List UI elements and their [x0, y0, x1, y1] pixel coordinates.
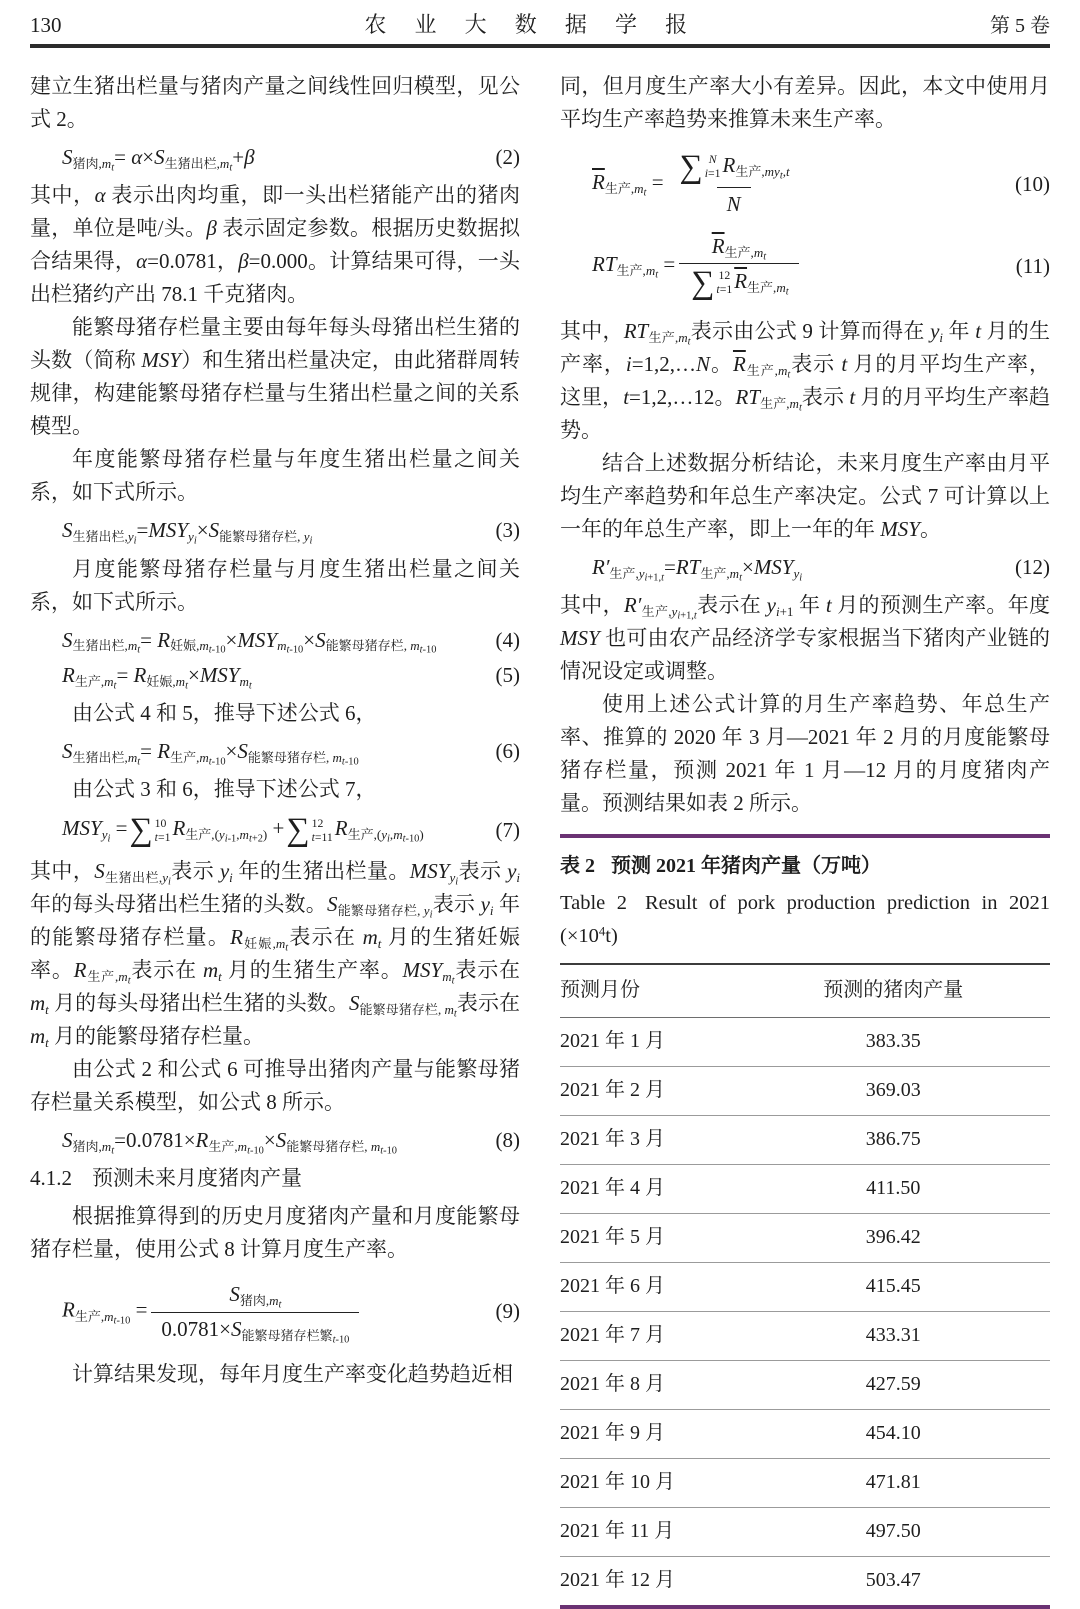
paragraph: 由公式 3 和 6，推导下述公式 7，: [72, 777, 377, 802]
paragraph: 月度能繁母猪存栏量与月度生猪出栏量之间关系，如下式所示。: [30, 556, 520, 614]
equation-11: [560, 233, 1050, 300]
table-caption-en-sup: 4: [598, 924, 606, 939]
table-caption-en-unit: t): [605, 924, 618, 947]
equation-body: $R'_{生产,y_{i+1,t}}=RT_{生产,m_t}\times MSY_{y_i}$: [592, 554, 803, 584]
equation-body: $RT_{生产,m_t}$ = $\overline{R}_{生产,m_t}$ ∑ 12 t=1 $\overline{R}_{生产,m_t}$: [560, 233, 1004, 300]
table-row: [560, 1262, 1050, 1311]
section-heading: [30, 1162, 520, 1195]
equation-number: (4): [495, 627, 520, 652]
pork-production-value: 411.50: [736, 1164, 1050, 1213]
page-number: 130: [30, 13, 62, 37]
pork-production-value: 471.81: [736, 1458, 1050, 1507]
equation-9: [30, 1281, 520, 1346]
equation-7: [30, 814, 520, 847]
paragraph: 根据推算得到的历史月度猪肉产量和月度能繁母猪存栏量，使用公式 8 计算月度生产率。: [30, 1204, 520, 1262]
table-caption-zh-label: 表 2: [560, 854, 595, 877]
pork-production-value: 427.59: [736, 1360, 1050, 1409]
paragraph: 其中，$R'_{生产,y_{i+1,t}}$表示在 $y_{i+1}$ 年 t 月的预测生产率。年度 MSY 也可由农产品经济学专家根据当下猪肉产业链的情况设定或调整。: [560, 592, 1050, 683]
table-body: [560, 1017, 1050, 1605]
equation-body: $\overline{R}_{生产,m_t}$ = ∑ N i=1 $R_{生产,my_t,t}$ N: [560, 151, 1004, 218]
paragraph: 计算结果发现，每年月度生产率变化趋势趋近相: [72, 1361, 513, 1386]
table-row: [560, 1066, 1050, 1115]
paragraph: 其中，$RT_{生产,m_t}$表示由公式 9 计算而得在 $y_i$ 年 t 月的生产率，i=1,2,…N。$\overline{R}_{生产,m_t}$表示 t 月的月平均生产率，这里，t=1,2,…12。$RT_{生产,m_t}$表示 t 月的月平均生产率趋势。: [560, 318, 1051, 442]
paragraph: 同，但月度生产率大小有差异。因此，本文中使用月平均生产率趋势来推算未来生产率。: [560, 74, 1050, 131]
equation-5: [30, 662, 520, 692]
journal-title: 农 业 大 数 据 学 报: [364, 12, 699, 37]
paragraph: 由公式 2 和公式 6 可推导出猪肉产量与能繁母猪存栏量关系模型，如公式 8 所示。: [30, 1057, 520, 1115]
forecast-month: 2021 年 12 月: [560, 1556, 736, 1605]
pork-production-value: 386.75: [736, 1115, 1050, 1164]
equation-number: (11): [1015, 253, 1050, 278]
table-row: [560, 1311, 1050, 1360]
pork-production-value: 454.10: [736, 1409, 1050, 1458]
header-rule: [30, 44, 1050, 48]
paragraph: 使用上述公式计算的月生产率趋势、年总生产率、推算的 2020 年 3 月—2021 年 2 月的月度能繁母猪存栏量，预测 2021 年 1 月—12 月的月度猪肉产量。预测结果如表 2 所示。: [560, 691, 1050, 815]
column-left: [30, 70, 520, 1609]
equation-3: [30, 517, 520, 547]
table-row: [560, 1360, 1050, 1409]
paragraph: 其中，$S_{生猪出栏,y_i}$表示 $y_i$ 年的生猪出栏量。$MSY_{y_i}$表示 $y_i$ 年的每头母猪出栏生猪的头数。$S_{能繁母猪存栏, y_i}$表示 $y_i$ 年的能繁母猪存栏量。$R_{妊娠,m_t}$表示在 $m_t$ 月的生猪妊娠率。$R_{生产,m_t}$表示在 $m_t$ 月的生猪生产率。$MSY_{m_t}$表示在 $m_t$ 月的每头母猪出栏生猪的头数。$S_{能繁母猪存栏, m_t}$表示在 $m_t$ 月的能繁母猪存栏量。: [30, 859, 521, 1050]
table-2-block: [560, 834, 1050, 1609]
equation-number: (5): [495, 662, 520, 687]
column-header-month: 预测月份: [560, 964, 736, 1018]
equation-8: [30, 1127, 520, 1157]
equation-number: (9): [495, 1299, 520, 1324]
column-header-production: 预测的猪肉产量: [736, 964, 1050, 1018]
equation-body: $R_{生产,m_t}= R_{妊娠,m_t}\times MSY_{m_t}$: [62, 662, 252, 692]
equation-body: $S_{猪肉,m_t}= \alpha\times S_{生猪出栏,m_t}+\beta$: [62, 145, 255, 174]
forecast-month: 2021 年 5 月: [560, 1213, 736, 1262]
table-header-row: [560, 964, 1050, 1018]
table-row: [560, 1164, 1050, 1213]
forecast-month: 2021 年 7 月: [560, 1311, 736, 1360]
column-right: [560, 70, 1050, 1609]
paragraph: 能繁母猪存栏量主要由每年每头母猪出栏生猪的头数（简称 MSY）和生猪出栏量决定，由此猪群周转规律，构建能繁母猪存栏量与生猪出栏量之间的关系模型。: [30, 315, 521, 439]
pork-production-value: 383.35: [865, 1029, 921, 1052]
two-column-body: [30, 70, 1050, 1609]
table-caption-en: [560, 887, 1050, 953]
table-row: [560, 1507, 1050, 1556]
forecast-month: 2021 年 3 月: [560, 1115, 736, 1164]
equation-body: $S_{猪肉,m_t}=0.0781\times R_{生产,m_{t-10}}\times S_{能繁母猪存栏, m_{t-10}}$: [62, 1128, 397, 1157]
paragraph: 年度能繁母猪存栏量与年度生猪出栏量之间关系，如下式所示。: [30, 447, 520, 505]
forecast-month: 2021 年 8 月: [560, 1360, 736, 1409]
table-row: [560, 1115, 1050, 1164]
equation-2: [30, 144, 520, 174]
table-caption-zh-text: 预测 2021 年猪肉产量（万吨）: [611, 854, 881, 877]
forecast-month: 2021 年 6 月: [560, 1262, 736, 1311]
forecast-month: 2021 年 9 月: [560, 1409, 736, 1458]
equation-6: [30, 738, 520, 768]
equation-12: [560, 554, 1050, 584]
pork-production-value: 433.31: [736, 1311, 1050, 1360]
equation-number: (7): [495, 818, 520, 843]
equation-number: (10): [1015, 171, 1050, 196]
paragraph: 结合上述数据分析结论，未来月度生产率由月平均生产率趋势和年总生产率决定。公式 7 可计算以上一年的年总生产率，即上一年的年 MSY。: [560, 450, 1050, 541]
forecast-month: 2021 年 11 月: [560, 1507, 736, 1556]
forecast-month: 2021 年 1 月: [560, 1029, 665, 1052]
pork-production-value: 369.03: [736, 1066, 1050, 1115]
volume-label: 第 5 卷: [990, 15, 1050, 37]
pork-production-value: 396.42: [736, 1213, 1050, 1262]
forecast-month: 2021 年 10 月: [560, 1458, 736, 1507]
prediction-table: [560, 963, 1050, 1605]
equation-number: (6): [495, 739, 520, 764]
equation-body: $S_{生猪出栏,y_i}=MSY_{y_i}\times S_{能繁母猪存栏, y_i}$: [62, 518, 313, 547]
forecast-month: 2021 年 2 月: [560, 1066, 736, 1115]
forecast-month: 2021 年 4 月: [560, 1164, 736, 1213]
equation-body: $S_{生猪出栏,m_t}= R_{妊娠,m_{t-10}}\times MSY_{m_{t-10}}\times S_{能繁母猪存栏, m_{t-10}}$: [62, 627, 437, 657]
equation-number: (12): [1015, 554, 1050, 579]
table-row: [560, 1017, 1050, 1066]
equation-10: [560, 151, 1050, 218]
table-row: [560, 1213, 1050, 1262]
equation-4: [30, 627, 520, 657]
equation-number: (8): [495, 1128, 520, 1153]
running-head: [30, 0, 1050, 39]
section-title: 预测未来月度猪肉产量: [92, 1166, 302, 1191]
pork-production-value: 503.47: [736, 1556, 1050, 1605]
table-caption-zh: [560, 850, 1050, 883]
paragraph: 建立生猪出栏量与猪肉产量之间线性回归模型，见公式 2。: [30, 74, 520, 131]
section-number: 4.1.2: [30, 1166, 72, 1191]
table-caption-en-text: Result of pork production prediction in 2021 (×10: [560, 891, 1050, 947]
paragraph: 其中，α 表示出肉均重，即一头出栏猪能产出的猪肉量，单位是吨/头。β 表示固定参数。根据历史数据拟合结果得，α=0.0781，β=0.000。计算结果可得，一头出栏猪约产出 78.1 千克猪肉。: [30, 183, 521, 307]
table-row: [560, 1556, 1050, 1605]
paragraph: 由公式 4 和 5，推导下述公式 6，: [72, 701, 377, 726]
table-top-rule: [560, 834, 1050, 838]
table-row: [560, 1458, 1050, 1507]
pork-production-value: 497.50: [736, 1507, 1050, 1556]
pork-production-value: 415.45: [736, 1262, 1050, 1311]
table-bottom-rule: [560, 1605, 1050, 1609]
table-caption-en-label: Table 2: [560, 891, 627, 914]
equation-body: $MSY_{y_i}$ = ∑ 10 t=1 $R_{生产,(y_{i-1},m_{t+2})}$ + ∑ 12 t=11 $R_{生产,(y_i,m_{t-10})}$: [62, 812, 424, 849]
equation-body: $S_{生猪出栏,m_t}= R_{生产,m_{t-10}}\times S_{能繁母猪存栏, m_{t-10}}$: [62, 739, 359, 768]
equation-body: $R_{生产,m_{t-10}}$ = $\frac{S_{猪肉,m_t}}{0.0781\times S_{能繁母猪存栏繁_{t-10}}}$: [30, 1281, 474, 1343]
equation-number: (3): [495, 518, 520, 543]
equation-number: (2): [495, 145, 520, 169]
table-row: [560, 1409, 1050, 1458]
